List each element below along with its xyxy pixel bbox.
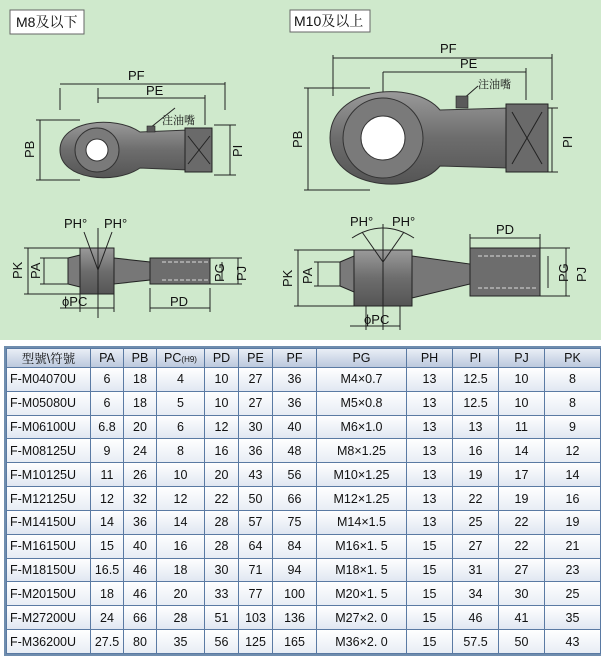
cell-model: F-M27200U [7, 606, 91, 630]
cell-pf: 84 [273, 534, 317, 558]
left-pk-label: PK [10, 261, 25, 279]
cell-model: F-M20150U [7, 582, 91, 606]
cell-pf: 165 [273, 630, 317, 654]
cell-pf: 66 [273, 487, 317, 511]
left-pd-label: PD [170, 294, 189, 309]
cell-pg: M6×1.0 [317, 415, 407, 439]
cell-pe: 43 [239, 463, 273, 487]
left-side-view [68, 248, 210, 294]
table-row [7, 534, 601, 558]
cell-pa: 6.8 [91, 415, 124, 439]
cell-pk: 9 [545, 415, 601, 439]
right-pi-label: PI [560, 135, 575, 148]
table-row [7, 582, 601, 606]
cell-pj: 22 [499, 510, 545, 534]
right-pc-label: ϕPC [364, 312, 390, 327]
cell-pd: 10 [205, 391, 239, 415]
cell-ph: 13 [407, 368, 453, 392]
table-row [7, 510, 601, 534]
cell-model: F-M16150U [7, 534, 91, 558]
right-ph-label-2: PH° [392, 214, 416, 229]
cell-pj: 14 [499, 439, 545, 463]
cell-pe: 27 [239, 368, 273, 392]
cell-pg: M5×0.8 [317, 391, 407, 415]
cell-ph: 15 [407, 582, 453, 606]
cell-pi: 16 [453, 439, 499, 463]
cell-pj: 10 [499, 391, 545, 415]
table-row [7, 415, 601, 439]
cell-pf: 100 [273, 582, 317, 606]
cell-pa: 15 [91, 534, 124, 558]
cell-ph: 13 [407, 463, 453, 487]
cell-pk: 25 [545, 582, 601, 606]
col-header-model: 型號\符號 [7, 349, 91, 368]
cell-pb: 32 [124, 487, 157, 511]
cell-pk: 16 [545, 487, 601, 511]
right-pa-label: PA [300, 267, 315, 284]
right-pj-label: PJ [574, 266, 589, 282]
col-header-pc [157, 349, 205, 368]
cell-pj: 10 [499, 368, 545, 392]
col-header-pd: PD [205, 349, 239, 368]
cell-ph: 15 [407, 606, 453, 630]
cell-pi: 12.5 [453, 368, 499, 392]
cell-pd: 28 [205, 510, 239, 534]
cell-pa: 18 [91, 582, 124, 606]
cell-pb: 26 [124, 463, 157, 487]
cell-pb: 36 [124, 510, 157, 534]
table-row [7, 463, 601, 487]
table-row [7, 439, 601, 463]
cell-pe: 30 [239, 415, 273, 439]
cell-pd: 16 [205, 439, 239, 463]
cell-model: F-M14150U [7, 510, 91, 534]
cell-pb: 24 [124, 439, 157, 463]
cell-pb: 66 [124, 606, 157, 630]
cell-pd: 20 [205, 463, 239, 487]
cell-ph: 15 [407, 630, 453, 654]
table-row [7, 630, 601, 654]
left-ph-label-2: PH° [104, 216, 128, 231]
cell-pc: 4 [157, 368, 205, 392]
cell-pf: 36 [273, 391, 317, 415]
right-pg-label: PG [556, 263, 571, 282]
left-title: M8及以下 [16, 14, 78, 30]
cell-pi: 57.5 [453, 630, 499, 654]
cell-pb: 40 [124, 534, 157, 558]
col-header-pe: PE [239, 349, 273, 368]
cell-pb: 46 [124, 558, 157, 582]
cell-pa: 9 [91, 439, 124, 463]
right-side-view [340, 248, 540, 306]
cell-pd: 33 [205, 582, 239, 606]
cell-pg: M27×2. 0 [317, 606, 407, 630]
right-pd-label: PD [496, 222, 515, 237]
table-row [7, 558, 601, 582]
cell-pf: 136 [273, 606, 317, 630]
right-title-box [290, 10, 370, 32]
cell-pb: 20 [124, 415, 157, 439]
cell-pj: 27 [499, 558, 545, 582]
cell-pe: 125 [239, 630, 273, 654]
left-ph-label-1: PH° [64, 216, 88, 231]
cell-pa: 14 [91, 510, 124, 534]
col-header-ph: PH [407, 349, 453, 368]
cell-pc: 16 [157, 534, 205, 558]
cell-pe: 103 [239, 606, 273, 630]
cell-pj: 19 [499, 487, 545, 511]
cell-ph: 13 [407, 391, 453, 415]
cell-pc: 14 [157, 510, 205, 534]
cell-pd: 56 [205, 630, 239, 654]
col-header-pg: PG [317, 349, 407, 368]
right-pe-label: PE [460, 56, 478, 71]
cell-pd: 51 [205, 606, 239, 630]
left-pb-label: PB [22, 140, 37, 158]
cell-pk: 8 [545, 391, 601, 415]
cell-ph: 13 [407, 415, 453, 439]
col-header-pc-text: PC [164, 351, 182, 365]
cell-pk: 12 [545, 439, 601, 463]
cell-pg: M12×1.25 [317, 487, 407, 511]
cell-pc: 8 [157, 439, 205, 463]
cell-pk: 43 [545, 630, 601, 654]
cell-pk: 35 [545, 606, 601, 630]
cell-pd: 30 [205, 558, 239, 582]
cell-pf: 40 [273, 415, 317, 439]
cell-pc: 35 [157, 630, 205, 654]
table-body [7, 368, 601, 654]
cell-pd: 22 [205, 487, 239, 511]
cell-pi: 46 [453, 606, 499, 630]
cell-pe: 71 [239, 558, 273, 582]
cell-pg: M36×2. 0 [317, 630, 407, 654]
cell-pf: 94 [273, 558, 317, 582]
cell-pi: 19 [453, 463, 499, 487]
cell-pb: 46 [124, 582, 157, 606]
cell-pi: 13 [453, 415, 499, 439]
col-header-pi: PI [453, 349, 499, 368]
cell-pj: 17 [499, 463, 545, 487]
cell-model: F-M08125U [7, 439, 91, 463]
left-grease-label: 注油嘴 [162, 115, 195, 127]
col-header-pb: PB [124, 349, 157, 368]
cell-pk: 8 [545, 368, 601, 392]
cell-pf: 56 [273, 463, 317, 487]
cell-pa: 16.5 [91, 558, 124, 582]
cell-pa: 27.5 [91, 630, 124, 654]
cell-pi: 27 [453, 534, 499, 558]
cell-pj: 22 [499, 534, 545, 558]
cell-pg: M16×1. 5 [317, 534, 407, 558]
right-grease-label: 注油嘴 [478, 79, 511, 91]
left-pf-label: PF [128, 68, 145, 83]
cell-pe: 36 [239, 439, 273, 463]
right-eye-body [330, 92, 548, 184]
cell-pd: 12 [205, 415, 239, 439]
cell-pe: 64 [239, 534, 273, 558]
cell-pg: M18×1. 5 [317, 558, 407, 582]
spec-table-container [4, 346, 601, 656]
table-row [7, 487, 601, 511]
cell-ph: 13 [407, 510, 453, 534]
cell-pe: 27 [239, 391, 273, 415]
cell-pe: 50 [239, 487, 273, 511]
cell-pi: 31 [453, 558, 499, 582]
cell-model: F-M06100U [7, 415, 91, 439]
left-pj-label: PJ [234, 265, 249, 281]
cell-pj: 11 [499, 415, 545, 439]
left-title-box [10, 10, 84, 34]
table-row [7, 391, 601, 415]
cell-pc: 18 [157, 558, 205, 582]
cell-model: F-M12125U [7, 487, 91, 511]
cell-ph: 15 [407, 534, 453, 558]
cell-model: F-M10125U [7, 463, 91, 487]
cell-pc: 5 [157, 391, 205, 415]
cell-pb: 18 [124, 391, 157, 415]
cell-pc: 6 [157, 415, 205, 439]
left-pe-label: PE [146, 83, 164, 98]
table-header-row [7, 349, 601, 368]
cell-pa: 12 [91, 487, 124, 511]
cell-ph: 13 [407, 487, 453, 511]
cell-pa: 6 [91, 368, 124, 392]
cell-pf: 36 [273, 368, 317, 392]
cell-ph: 13 [407, 439, 453, 463]
col-header-pj: PJ [499, 349, 545, 368]
cell-pc: 20 [157, 582, 205, 606]
right-pb-label: PB [290, 130, 305, 148]
cell-pa: 24 [91, 606, 124, 630]
cell-pj: 30 [499, 582, 545, 606]
cell-model: F-M36200U [7, 630, 91, 654]
cell-pb: 18 [124, 368, 157, 392]
cell-model: F-M18150U [7, 558, 91, 582]
cell-pd: 28 [205, 534, 239, 558]
left-pc-label: ϕPC [62, 294, 88, 309]
cell-pe: 77 [239, 582, 273, 606]
spec-table [6, 348, 601, 654]
cell-pa: 11 [91, 463, 124, 487]
right-ph-label-1: PH° [350, 214, 374, 229]
cell-pk: 21 [545, 534, 601, 558]
cell-pk: 19 [545, 510, 601, 534]
right-title: M10及以上 [294, 13, 364, 29]
cell-pi: 12.5 [453, 391, 499, 415]
left-pg-label: PG [212, 263, 227, 282]
cell-pf: 75 [273, 510, 317, 534]
cell-pc: 28 [157, 606, 205, 630]
table-row [7, 368, 601, 392]
cell-pi: 25 [453, 510, 499, 534]
cell-pf: 48 [273, 439, 317, 463]
cell-pa: 6 [91, 391, 124, 415]
cell-pg: M10×1.25 [317, 463, 407, 487]
right-pk-label: PK [280, 269, 295, 287]
cell-pe: 57 [239, 510, 273, 534]
cell-pg: M14×1.5 [317, 510, 407, 534]
left-pi-label: PI [230, 144, 245, 157]
cell-pk: 23 [545, 558, 601, 582]
cell-pj: 50 [499, 630, 545, 654]
cell-model: F-M05080U [7, 391, 91, 415]
cell-pc: 10 [157, 463, 205, 487]
cell-model: F-M04070U [7, 368, 91, 392]
right-pf-label: PF [440, 41, 457, 56]
cell-pd: 10 [205, 368, 239, 392]
cell-pg: M8×1.25 [317, 439, 407, 463]
cell-pi: 22 [453, 487, 499, 511]
left-pa-label: PA [28, 262, 43, 279]
col-header-pf: PF [273, 349, 317, 368]
col-header-pa: PA [91, 349, 124, 368]
col-header-pk: PK [545, 349, 601, 368]
cell-pc: 12 [157, 487, 205, 511]
cell-pi: 34 [453, 582, 499, 606]
col-header-pc-suffix: (H9) [181, 355, 197, 364]
cell-pk: 14 [545, 463, 601, 487]
table-row [7, 606, 601, 630]
cell-pg: M20×1. 5 [317, 582, 407, 606]
cell-pg: M4×0.7 [317, 368, 407, 392]
cell-ph: 15 [407, 558, 453, 582]
cell-pb: 80 [124, 630, 157, 654]
left-eye-body [60, 122, 212, 177]
cell-pj: 41 [499, 606, 545, 630]
